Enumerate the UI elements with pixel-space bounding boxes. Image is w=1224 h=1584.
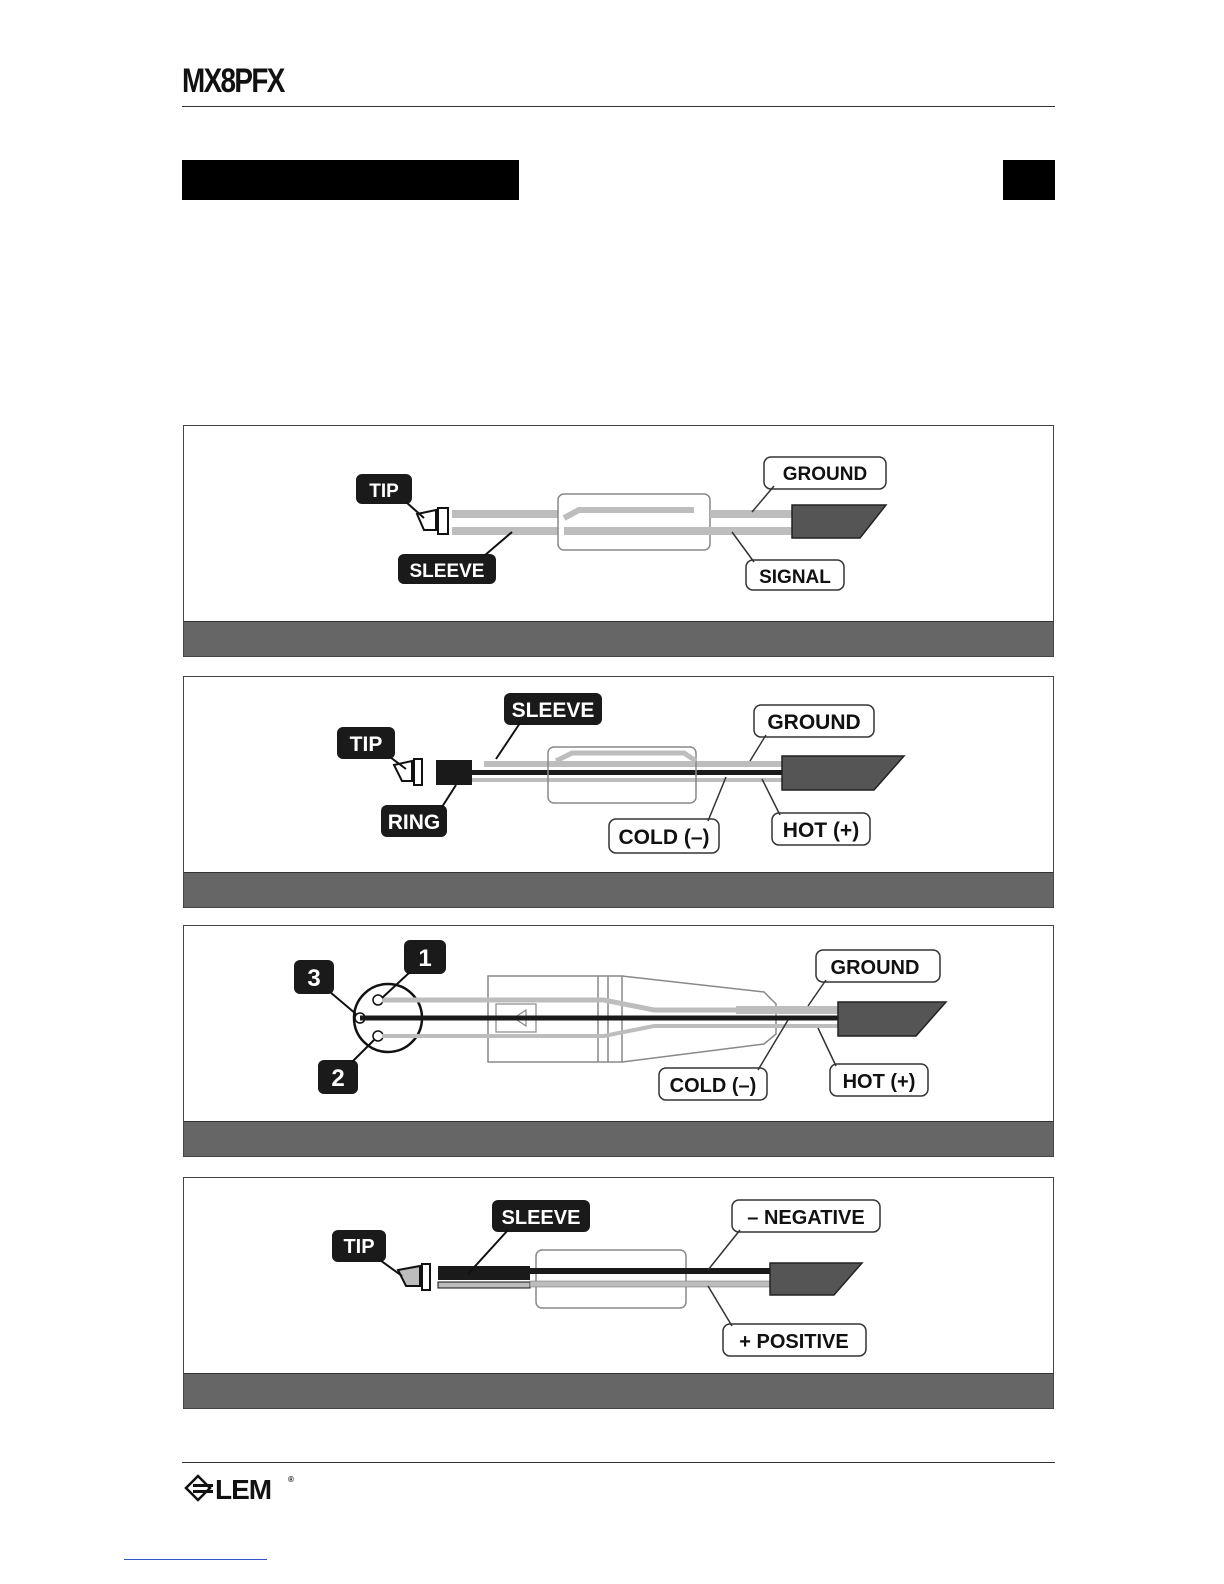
label-positive: + POSITIVE (739, 1331, 849, 1353)
label-sleeve-leader (484, 532, 512, 556)
wire-ground-shield (452, 510, 562, 518)
diagram-balanced-jack (183, 676, 1054, 908)
lem-logo (184, 1472, 304, 1506)
caption-bar (184, 1373, 1053, 1408)
jack-tip-shape (394, 761, 412, 781)
footer-rule (182, 1462, 1055, 1463)
label-hot: HOT (+) (842, 1071, 916, 1093)
label-tip: TIP (343, 1236, 375, 1258)
wire-signal (452, 527, 562, 535)
jack-ring (436, 760, 472, 785)
lem-logo-text: LEM (215, 1474, 272, 1505)
caption-bar (184, 872, 1053, 907)
wire-cold-out (710, 770, 784, 775)
jack-collar (438, 508, 448, 534)
label-sleeve: SLEEVE (501, 1207, 581, 1229)
label-ground-leader (808, 980, 826, 1006)
label-ground-leader (752, 486, 774, 512)
label-pin1: 1 (418, 945, 432, 972)
diagram-speaker-jack (183, 1177, 1054, 1409)
header-rule (182, 106, 1055, 107)
cable-end (770, 1263, 862, 1295)
page-number-bar (1003, 160, 1055, 200)
label-ground: GROUND (767, 711, 861, 734)
diagram-xlr (183, 925, 1054, 1157)
diagram-unbalanced-jack (183, 425, 1054, 657)
wire-ground (382, 1000, 784, 1010)
label-ring: RING (387, 811, 441, 834)
caption-bar (184, 1121, 1053, 1156)
label-ground-leader (750, 735, 766, 761)
wire-signal-out (710, 527, 794, 535)
jack-sleeve-lower (438, 1282, 530, 1288)
label-ground: GROUND (830, 957, 920, 979)
jack-collar (414, 759, 422, 785)
lem-diamond-icon (186, 1476, 210, 1500)
label-negative: – NEGATIVE (747, 1207, 865, 1229)
cable-end (838, 1002, 946, 1036)
label-cold-leader (708, 777, 726, 821)
label-tip-leader (406, 502, 424, 518)
wire-ground-out (710, 761, 784, 767)
wire-negative (530, 1268, 772, 1274)
model-title: MX8PFX (182, 62, 284, 100)
jack-sleeve (438, 1266, 530, 1280)
xlr-pin-2 (373, 1031, 383, 1041)
lem-diamond-bar (193, 1484, 213, 1487)
jack-barrel (558, 494, 710, 550)
signal-route (564, 527, 710, 535)
label-cold: COLD (–) (669, 1075, 757, 1097)
label-sleeve-leader (496, 723, 520, 759)
wire-positive (530, 1281, 772, 1287)
footer-link-underline (124, 1559, 267, 1560)
label-negative-leader (708, 1230, 740, 1270)
wire-shield (484, 761, 714, 767)
caption-bar (184, 621, 1053, 656)
label-ground: GROUND (782, 464, 868, 485)
label-hot-leader (818, 1028, 836, 1066)
jack-barrel (536, 1250, 686, 1308)
label-pin2-leader (352, 1040, 374, 1062)
label-signal-leader (732, 532, 754, 562)
label-sleeve: SLEEVE (511, 699, 595, 722)
lem-diamond-bar (193, 1490, 213, 1493)
label-pin2: 2 (331, 1065, 345, 1092)
shield-route (556, 753, 696, 761)
cable-end (792, 505, 886, 538)
label-tip: TIP (349, 733, 383, 756)
wire-hot-out (710, 778, 784, 782)
label-hot: HOT (+) (782, 819, 860, 842)
section-title-bar (182, 160, 519, 200)
label-hot-leader (762, 779, 780, 815)
cable-end (782, 756, 904, 790)
xlr-pin-1 (373, 995, 383, 1005)
label-sleeve: SLEEVE (409, 561, 485, 582)
label-signal: SIGNAL (759, 567, 831, 588)
label-ring-leader (442, 785, 456, 807)
wire-cold (472, 770, 712, 775)
label-pin3-leader (330, 992, 356, 1014)
label-pin3: 3 (307, 965, 321, 992)
lem-registered-mark: ® (288, 1475, 294, 1484)
wire-ground-out (736, 1006, 840, 1014)
wire-hot (382, 1026, 840, 1036)
wire-hot (472, 778, 712, 782)
label-tip: TIP (369, 481, 399, 502)
label-cold: COLD (–) (618, 826, 710, 849)
label-tip-leader (380, 1260, 402, 1276)
label-positive-leader (708, 1286, 732, 1326)
jack-collar (422, 1264, 430, 1290)
